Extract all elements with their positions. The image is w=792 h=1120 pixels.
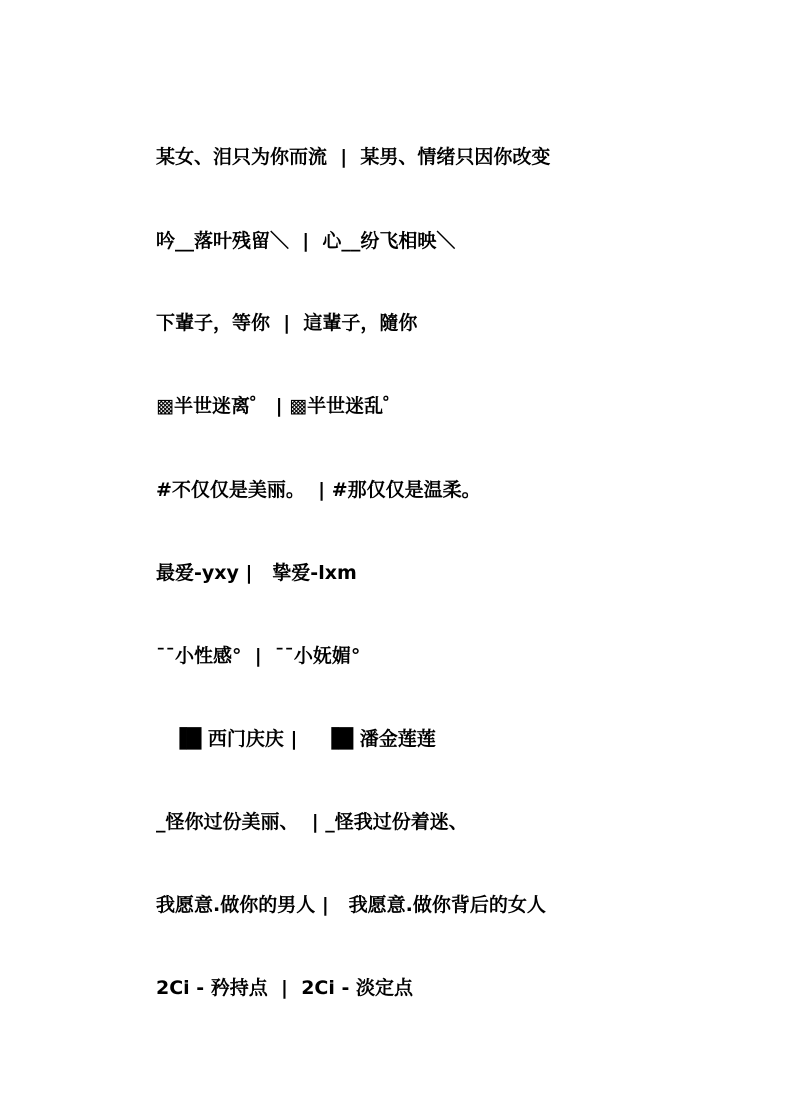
text-line: ˉˉ小性感° | ˉˉ小妩媚° [156, 645, 361, 667]
text-line: 最爱-yxy | 挚爱-lxm [156, 562, 357, 584]
text-line: 我愿意.做你的男人 | 我愿意.做你背后的女人 [156, 894, 546, 916]
text-line: 某女、泪只为你而流 | 某男、情绪只因你改变 [156, 146, 551, 168]
text-line: 2Ci - 矜持点 | 2Ci - 淡定点 [156, 977, 413, 999]
text-line: 吟__落叶残留＼ | 心__纷飞相映＼ [156, 230, 456, 252]
text-line: ▐█ 西门庆庆 | ▐█ 潘金莲莲 [172, 728, 436, 750]
text-line: _怪你过份美丽、 | _怪我过份着迷、 [156, 811, 468, 833]
text-line: #不仅仅是美丽。 | #那仅仅是温柔。 [156, 479, 481, 501]
text-line: ▩半世迷离゜ | ▩半世迷乱゜ [156, 395, 403, 417]
text-line: 下輩子，等你 | 這輩子，隨你 [156, 312, 418, 334]
